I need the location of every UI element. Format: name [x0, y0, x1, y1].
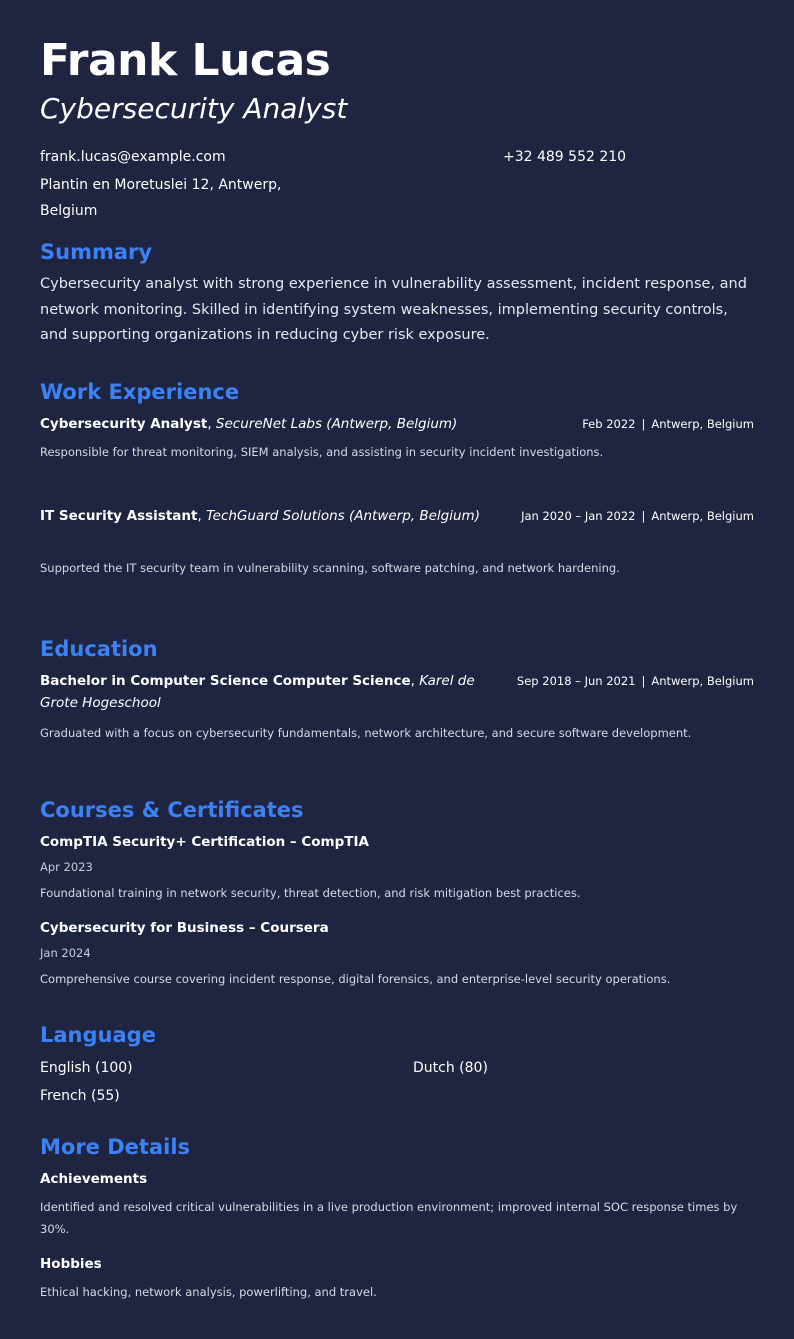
summary-text: Cybersecurity analyst with strong experience in vulnerability assessment, incident response, and network monitoring. Skilled in identifying system weaknesses, implementing security controls, and supporting organizations in reducing cyber risk exposure.	[40, 276, 747, 343]
education-1-title: Bachelor in Computer Science Computer Science, Karel de Grote Hogeschool	[40, 673, 475, 711]
achievements-heading: Achievements	[40, 1171, 148, 1187]
education-1-dates: Sep 2018 – Jun 2021	[516, 674, 636, 688]
job-1-location: Antwerp, Belgium	[651, 417, 754, 431]
job-2-description: Supported the IT security team in vulnerability scanning, software patching, and network hardening.	[40, 561, 620, 575]
hobbies-text: Ethical hacking, network analysis, powerlifting, and travel.	[40, 1285, 377, 1299]
phone: +32 489 552 210	[503, 149, 627, 165]
address-line-2: Belgium	[40, 203, 98, 219]
job-1-description: Responsible for threat monitoring, SIEM analysis, and assisting in security incident investigations.	[40, 445, 604, 459]
language-dutch: Dutch (80)	[413, 1060, 488, 1076]
address-line-1: Plantin en Moretuslei 12, Antwerp,	[40, 177, 282, 193]
course-2-description: Comprehensive course covering incident response, digital forensics, and enterprise-level security operations.	[40, 972, 671, 986]
email: frank.lucas@example.com	[40, 149, 226, 165]
course-2-title: Cybersecurity for Business – Coursera	[40, 920, 329, 936]
summary-heading: Summary	[40, 240, 153, 264]
education-1-school-line-2: Grote Hogeschool	[40, 695, 161, 711]
job-2-role: IT Security Assistant	[40, 508, 198, 524]
education-1-location: Antwerp, Belgium	[651, 674, 754, 688]
job-1-role: Cybersecurity Analyst	[40, 416, 208, 432]
job-2-location: Antwerp, Belgium	[651, 509, 754, 523]
work-experience-heading: Work Experience	[40, 380, 240, 404]
course-1-title: CompTIA Security+ Certification – CompTIA	[40, 834, 369, 850]
course-1-date: Apr 2023	[40, 860, 93, 874]
job-1-title: Cybersecurity Analyst, SecureNet Labs (Antwerp, Belgium)	[40, 416, 458, 432]
job-2-title: IT Security Assistant, TechGuard Solutions (Antwerp, Belgium)	[40, 508, 480, 524]
job-1-meta: Feb 2022 | Antwerp, Belgium	[582, 417, 754, 431]
courses-heading: Courses & Certificates	[40, 798, 304, 822]
job-1-company: SecureNet Labs (Antwerp, Belgium)	[215, 416, 458, 432]
course-2-date: Jan 2024	[40, 946, 91, 960]
job-1-dates: Feb 2022	[582, 417, 636, 431]
achievements-text: Identified and resolved critical vulnerabilities in a live production environment; improved internal SOC response times by 30%.	[40, 1200, 738, 1236]
address	[40, 172, 281, 224]
education-1-degree: Bachelor in Computer Science Computer Science	[40, 673, 411, 689]
job-2-meta: Jan 2020 – Jan 2022 | Antwerp, Belgium	[521, 509, 754, 523]
resume-name: Frank Lucas	[40, 35, 331, 86]
resume-title: Cybersecurity Analyst	[40, 92, 348, 125]
language-french: French (55)	[40, 1088, 120, 1104]
more-details-heading: More Details	[40, 1135, 191, 1159]
course-1-description: Foundational training in network security, threat detection, and risk mitigation best practices.	[40, 886, 581, 900]
education-1-meta: Sep 2018 – Jun 2021 | Antwerp, Belgium	[516, 674, 754, 688]
education-1-description: Graduated with a focus on cybersecurity fundamentals, network architecture, and secure software development.	[40, 726, 692, 740]
education-heading: Education	[40, 637, 158, 661]
language-heading: Language	[40, 1023, 156, 1047]
job-2-dates: Jan 2020 – Jan 2022	[521, 509, 636, 523]
hobbies-heading: Hobbies	[40, 1256, 102, 1272]
language-english: English (100)	[40, 1060, 133, 1076]
job-2-company: TechGuard Solutions (Antwerp, Belgium)	[206, 508, 480, 524]
education-1-school-line-1: Karel de	[419, 673, 475, 689]
